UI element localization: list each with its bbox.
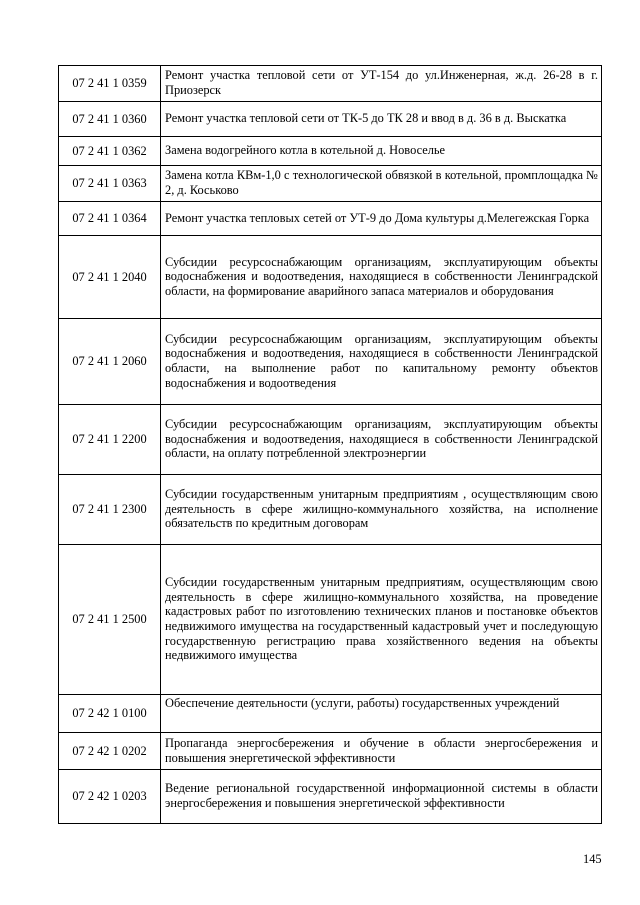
row-code: 07 2 41 1 2500 (59, 545, 161, 695)
row-code: 07 2 42 1 0100 (59, 695, 161, 733)
row-code: 07 2 41 1 0363 (59, 166, 161, 202)
row-description: Субсидии государственным унитарным предприятиям , осуществляющим свою деятельность в сфере жилищно-коммунального хозяйства, на исполнение обязательств по кредитным договорам (161, 475, 602, 545)
table-row (59, 695, 602, 733)
row-description: Субсидии государственным унитарным предприятиям, осуществляющим свою деятельность в сфере жилищно-коммунального хозяйства, на проведение кадастровых работ по изготовлению технических планов и постановке объектов недвижимого имущества на государственный кадастровый учет и последующую государственную регистрацию права хозяйственного ведения на объекты недвижимого имущества (161, 545, 602, 695)
table-row (59, 475, 602, 545)
row-code: 07 2 41 1 0362 (59, 137, 161, 166)
table-row (59, 236, 602, 319)
row-description: Ведение региональной государственной информационной системы в области энергосбережения и повышения энергетической эффективности (161, 770, 602, 824)
row-description: Обеспечение деятельности (услуги, работы) государственных учреждений (161, 695, 602, 733)
row-code: 07 2 41 1 0364 (59, 202, 161, 236)
row-code: 07 2 41 1 2040 (59, 236, 161, 319)
row-code: 07 2 41 1 2200 (59, 405, 161, 475)
table-row (59, 770, 602, 824)
row-description: Ремонт участка тепловой сети от УТ-154 до ул.Инженерная, ж.д. 26-28 в г. Приозерск (161, 66, 602, 102)
table-row (59, 102, 602, 137)
row-description: Замена водогрейного котла в котельной д. Новоселье (161, 137, 602, 166)
table-row (59, 319, 602, 405)
row-code: 07 2 41 1 0359 (59, 66, 161, 102)
page-number: 145 (583, 852, 602, 866)
row-description: Субсидии ресурсоснабжающим организациям, эксплуатирующим объекты водоснабжения и водоотведения, находящиеся в собственности Ленинградской области, на выполнение работ по капитальному ремонту объектов водоснабжения и водоотведения (161, 319, 602, 405)
row-description: Субсидии ресурсоснабжающим организациям, эксплуатирующим объекты водоснабжения и водоотведения, находящиеся в собственности Ленинградской области, на оплату потребленной электроэнергии (161, 405, 602, 475)
budget-classification-table (58, 65, 602, 824)
table-row (59, 733, 602, 770)
row-code: 07 2 42 1 0202 (59, 733, 161, 770)
row-description: Субсидии ресурсоснабжающим организациям, эксплуатирующим объекты водоснабжения и водоотведения, находящиеся в собственности Ленинградской области, на формирование аварийного запаса материалов и оборудования (161, 236, 602, 319)
row-code: 07 2 41 1 2060 (59, 319, 161, 405)
row-code: 07 2 41 1 2300 (59, 475, 161, 545)
table-row (59, 202, 602, 236)
row-description: Ремонт участка тепловых сетей от УТ-9 до Дома культуры д.Мелегежская Горка (161, 202, 602, 236)
row-description: Ремонт участка тепловой сети от ТК-5 до ТК 28 и ввод в д. 36 в д. Выскатка (161, 102, 602, 137)
row-description: Пропаганда энергосбережения и обучение в области энергосбережения и повышения энергетической эффективности (161, 733, 602, 770)
row-description: Замена котла КВм-1,0 с технологической обвязкой в котельной, промплощадка № 2, д. Коськово (161, 166, 602, 202)
row-code: 07 2 42 1 0203 (59, 770, 161, 824)
table-row (59, 166, 602, 202)
table-row (59, 66, 602, 102)
row-code: 07 2 41 1 0360 (59, 102, 161, 137)
table-row (59, 405, 602, 475)
table-row (59, 137, 602, 166)
table-row (59, 545, 602, 695)
